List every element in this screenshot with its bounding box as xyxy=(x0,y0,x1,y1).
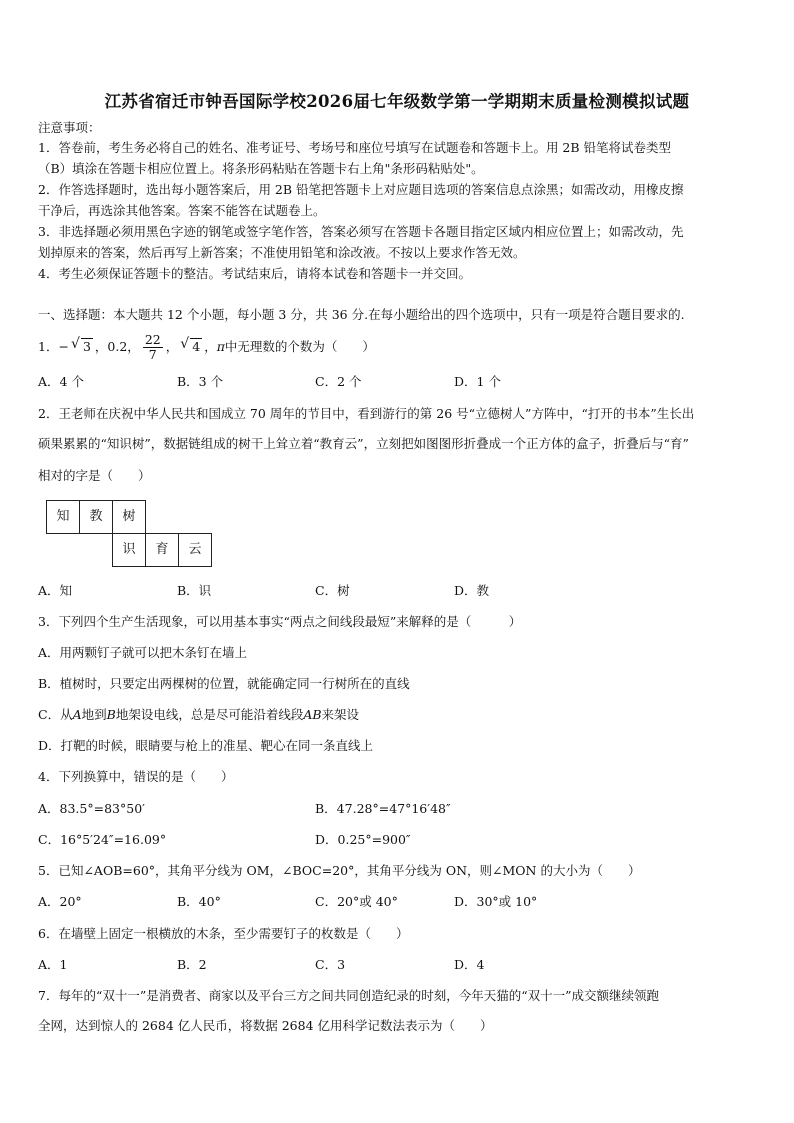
q6-option-d[interactable]: D．4 xyxy=(454,957,485,972)
q1-sqrt-4: √ 4 xyxy=(180,336,201,354)
notice-line: 4．考生必须保证答题卡的整洁。考试结束后，请将本试卷和答题卡一并交回。 xyxy=(38,266,471,281)
q6-option-a[interactable]: A．1 xyxy=(38,957,68,972)
q5-option-b[interactable]: B．40° xyxy=(177,894,221,909)
notice-heading: 注意事项： xyxy=(38,120,101,135)
notice-line: 3．非选择题必须用黑色字迹的钢笔或签字笔作答，答案必须写在答题卡各题目指定区域内相应位置上；如需改动，先 xyxy=(38,224,684,239)
question-3-stem: 3．下列四个生产生活现象，可以用基本事实“两点之间线段最短”来解释的是（ ） xyxy=(38,614,522,629)
notice-line: 2．作答选择题时，选出每小题答案后，用 2B 铅笔把答题卡上对应题目选项的答案信息点涂黑；如需改动，用橡皮擦 xyxy=(38,182,684,197)
q1-number: 1． xyxy=(38,339,59,354)
net-cell: 识 xyxy=(112,533,146,567)
section-heading: 一、选择题：本大题共 12 个小题，每小题 3 分，共 36 分.在每小题给出的四个选项中，只有一项是符合题目要求的. xyxy=(38,307,685,322)
question-2-stem: 硕果累累的“知识树”，数据链组成的树干上耸立着“教育云”，立刻把如图图形折叠成一个正方体的盒子，折叠后与“育” xyxy=(38,436,689,451)
net-cell: 树 xyxy=(112,500,146,534)
net-cell: 知 xyxy=(46,500,80,534)
question-7-stem: 7．每年的“双十一”是消费者、商家以及平台三方之间共同创造纪录的时刻，今年天猫的“双十一”成交额继续领跑 xyxy=(38,988,660,1003)
q1-value-02: 0.2 xyxy=(107,339,128,354)
notice-line: 划掉原来的答案，然后再写上新答案；不准使用铅笔和涂改液。不按以上要求作答无效。 xyxy=(38,245,526,260)
q4-option-b[interactable]: B．47.28°=47°16′48″ xyxy=(315,801,451,816)
q4-option-d[interactable]: D．0.25°=900″ xyxy=(315,832,411,847)
q4-option-c[interactable]: C．16°5′24″=16.09° xyxy=(38,832,167,847)
q2-option-b[interactable]: B．识 xyxy=(177,583,212,598)
q4-option-a[interactable]: A．83.5°=83°50′ xyxy=(38,801,145,816)
q1-option-a[interactable]: A．4 个 xyxy=(38,374,84,389)
question-2-stem: 2．王老师在庆祝中华人民共和国成立 70 周年的节目中，看到游行的第 26 号“立德树人”方阵中，“打开的书本”生长出 xyxy=(38,406,695,421)
q3-option-a[interactable]: A．用两颗钉子就可以把木条钉在墙上 xyxy=(38,645,248,660)
q6-option-b[interactable]: B．2 xyxy=(177,957,207,972)
notice-line: 1．答卷前，考生务必将自己的姓名、准考证号、考场号和座位号填写在试题卷和答题卡上。用 2B 铅笔将试卷类型 xyxy=(38,140,672,155)
q2-option-c[interactable]: C．树 xyxy=(315,583,350,598)
net-cell: 云 xyxy=(178,533,212,567)
q3-option-d[interactable]: D．打靶的时候，眼睛要与枪上的准星、靶心在同一条直线上 xyxy=(38,738,374,753)
notice-line: （B）填涂在答题卡相应位置上。将条形码粘贴在答题卡右上角"条形码粘贴处"。 xyxy=(38,161,484,176)
question-4-stem: 4．下列换算中，错误的是（ ） xyxy=(38,769,234,784)
q1-minus: − xyxy=(58,339,69,354)
question-2-stem: 相对的字是（ ） xyxy=(38,468,151,483)
q5-option-c[interactable]: C．20°或 40° xyxy=(315,894,398,909)
net-cell: 育 xyxy=(145,533,179,567)
q3-option-b[interactable]: B．植树时，只要定出两棵树的位置，就能确定同一行树所在的直线 xyxy=(38,676,410,691)
q1-option-c[interactable]: C．2 个 xyxy=(315,374,362,389)
question-7-stem: 全网，达到惊人的 2684 亿人民币，将数据 2684 亿用科学记数法表示为（ ） xyxy=(38,1018,493,1033)
net-cell: 教 xyxy=(79,500,113,534)
q5-option-a[interactable]: A．20° xyxy=(38,894,82,909)
q2-option-a[interactable]: A．知 xyxy=(38,583,73,598)
q1-sqrt-3: √ 3 xyxy=(70,336,91,354)
q5-option-d[interactable]: D．30°或 10° xyxy=(454,894,538,909)
q1-option-d[interactable]: D．1 个 xyxy=(454,374,501,389)
exam-title: 江苏省宿迁市钟吾国际学校2026届七年级数学第一学期期末质量检测模拟试题 xyxy=(104,92,690,111)
q6-option-c[interactable]: C．3 xyxy=(315,957,346,972)
q1-fraction: $\frac{22}{7}$ xyxy=(144,332,161,362)
q3-option-c[interactable]: C．从A地到B地架设电线，总是尽可能沿着线段AB来架设 xyxy=(38,707,360,722)
q1-option-b[interactable]: B．3 个 xyxy=(177,374,224,389)
question-6-stem: 6．在墙壁上固定一根横放的木条，至少需要钉子的枚数是（ ） xyxy=(38,926,409,941)
q2-option-d[interactable]: D．教 xyxy=(454,583,490,598)
question-5-stem: 5．已知∠AOB=60°，其角平分线为 OM，∠BOC=20°，其角平分线为 ON，则∠MON 的大小为（ ） xyxy=(38,863,641,878)
notice-line: 干净后，再选涂其他答案。答案不能答在试题卷上。 xyxy=(38,203,326,218)
q1-pi: π xyxy=(216,339,225,354)
question-1-stem: 1．− √ 3 ，0.2， $\frac{22}{7}$ ， √ 4 ，π中无理数的个数为（ ） xyxy=(38,332,375,362)
